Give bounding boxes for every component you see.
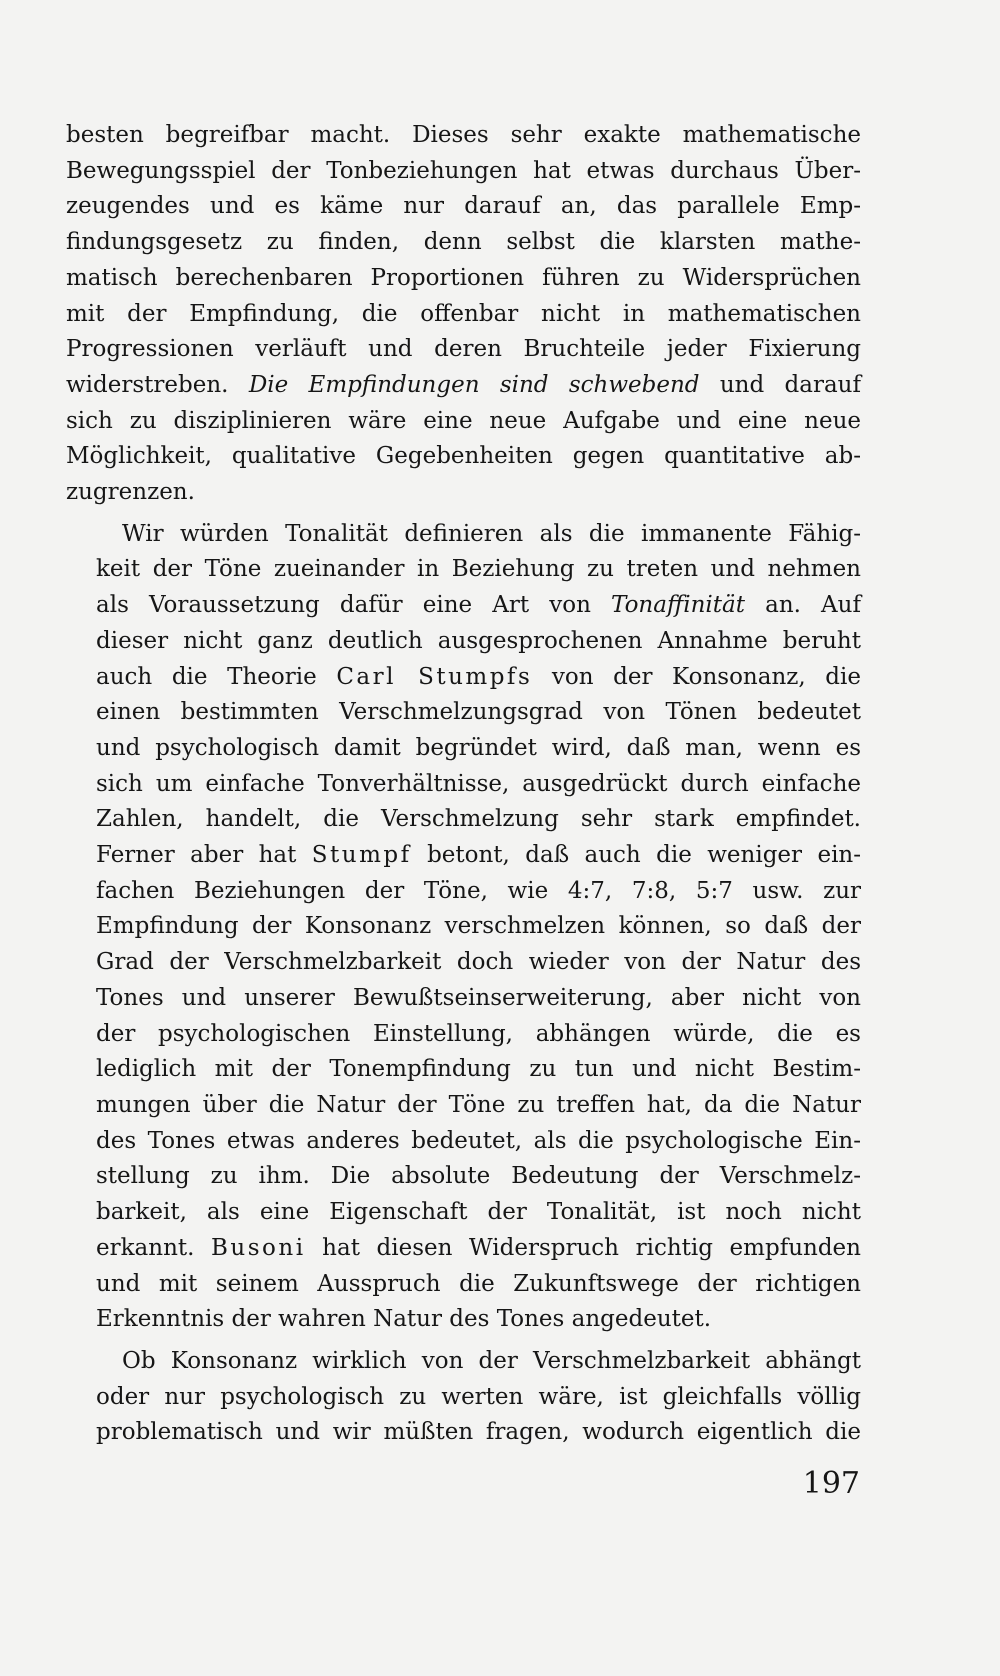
emphasized-text: Tonaffinität	[611, 592, 745, 619]
text-line: Progressionen verläuft und deren Bruchteile jeder Fixierung	[66, 336, 861, 363]
text-run: widerstreben.	[66, 371, 249, 398]
spaced-name: Stumpf	[311, 842, 412, 869]
paragraph-2	[66, 517, 861, 1338]
text-run: als Voraussetzung dafür eine Art von	[96, 592, 612, 619]
text-line: und mit seinem Ausspruch die Zukunftswege der richtigen	[96, 1270, 861, 1297]
text-line: und psychologisch damit begründet wird, daß man, wenn es	[96, 734, 861, 761]
text-run: von der Konsonanz, die	[532, 663, 861, 690]
text-line: findungsgesetz zu finden, denn selbst die klarsten mathe-	[66, 229, 861, 256]
text-run: auch die Theorie	[96, 663, 337, 690]
text-line: fachen Beziehungen der Töne, wie 4:7, 7:8, 5:7 usw. zur	[96, 877, 861, 904]
text-line: oder nur psychologisch zu werten wäre, ist gleichfalls völlig	[96, 1383, 861, 1410]
text-line: zeugendes und es käme nur darauf an, das parallele Emp-	[66, 193, 861, 220]
text-line: sich zu disziplinieren wäre eine neue Aufgabe und eine neue	[66, 407, 861, 434]
text-line: einen bestimmten Verschmelzungsgrad von Tönen bedeutet	[96, 699, 861, 726]
text-line: Empfindung der Konsonanz verschmelzen können, so daß der	[96, 913, 861, 940]
text-run: betont, daß auch die weniger ein-	[411, 842, 862, 869]
text-line: barkeit, als eine Eigenschaft der Tonalität, ist noch nicht	[96, 1199, 861, 1226]
text-line	[66, 588, 861, 624]
text-line: dieser nicht ganz deutlich ausgesprochenen Annahme beruht	[96, 627, 861, 654]
text-run: und darauf	[699, 371, 861, 398]
paragraph-1	[66, 118, 861, 511]
emphasized-text: Die Empfindungen sind schwebend	[248, 371, 700, 398]
paragraph-3	[66, 1344, 861, 1451]
page-number: 197	[802, 1466, 860, 1501]
text-line: Möglichkeit, qualitative Gegebenheiten gegen quantitative ab-	[66, 443, 861, 470]
text-run: an. Auf	[744, 592, 861, 619]
text-run: hat diesen Widerspruch richtig empfunden	[305, 1234, 861, 1261]
text-line: zugrenzen.	[66, 479, 195, 506]
text-line	[66, 1231, 861, 1267]
text-line: Bewegungsspiel der Tonbeziehungen hat etwas durchaus Über-	[66, 157, 861, 184]
text-line: Grad der Verschmelzbarkeit doch wieder von der Natur des	[96, 949, 861, 976]
text-line	[66, 368, 861, 404]
text-line: mungen über die Natur der Töne zu treffen hat, da die Natur	[96, 1091, 861, 1118]
text-run: Ferner aber hat	[96, 842, 312, 869]
text-line: stellung zu ihm. Die absolute Bedeutung der Verschmelz-	[96, 1163, 861, 1190]
text-line	[66, 838, 861, 874]
text-line: Ob Konsonanz wirklich von der Verschmelzbarkeit abhängt	[122, 1347, 861, 1374]
text-line: matisch berechenbaren Proportionen führen zu Widersprüchen	[66, 264, 861, 291]
spaced-name: Carl Stumpfs	[336, 663, 533, 690]
text-line	[66, 660, 861, 696]
text-line: keit der Töne zueinander in Beziehung zu treten und nehmen	[96, 556, 861, 583]
text-line: sich um einfache Tonverhältnisse, ausgedrückt durch einfache	[96, 770, 861, 797]
body-text	[66, 118, 861, 1451]
text-line: lediglich mit der Tonempfindung zu tun und nicht Bestim-	[96, 1056, 861, 1083]
text-line: des Tones etwas anderes bedeutet, als die psychologische Ein-	[96, 1127, 861, 1154]
text-line: problematisch und wir müßten fragen, wodurch eigentlich die	[96, 1419, 861, 1446]
text-line: Wir würden Tonalität definieren als die immanente Fähig-	[122, 520, 861, 547]
text-line: der psychologischen Einstellung, abhängen würde, die es	[96, 1020, 861, 1047]
text-line: Erkenntnis der wahren Natur des Tones angedeutet.	[96, 1306, 712, 1333]
text-run: erkannt.	[96, 1234, 212, 1261]
text-line: Zahlen, handelt, die Verschmelzung sehr stark empfindet.	[96, 806, 861, 833]
spaced-name: Busoni	[211, 1234, 306, 1261]
text-line: besten begreifbar macht. Dieses sehr exakte mathematische	[66, 122, 861, 148]
text-line: mit der Empfindung, die offenbar nicht in mathematischen	[66, 300, 861, 327]
text-line: Tones und unserer Bewußtseinserweiterung, aber nicht von	[96, 984, 861, 1011]
